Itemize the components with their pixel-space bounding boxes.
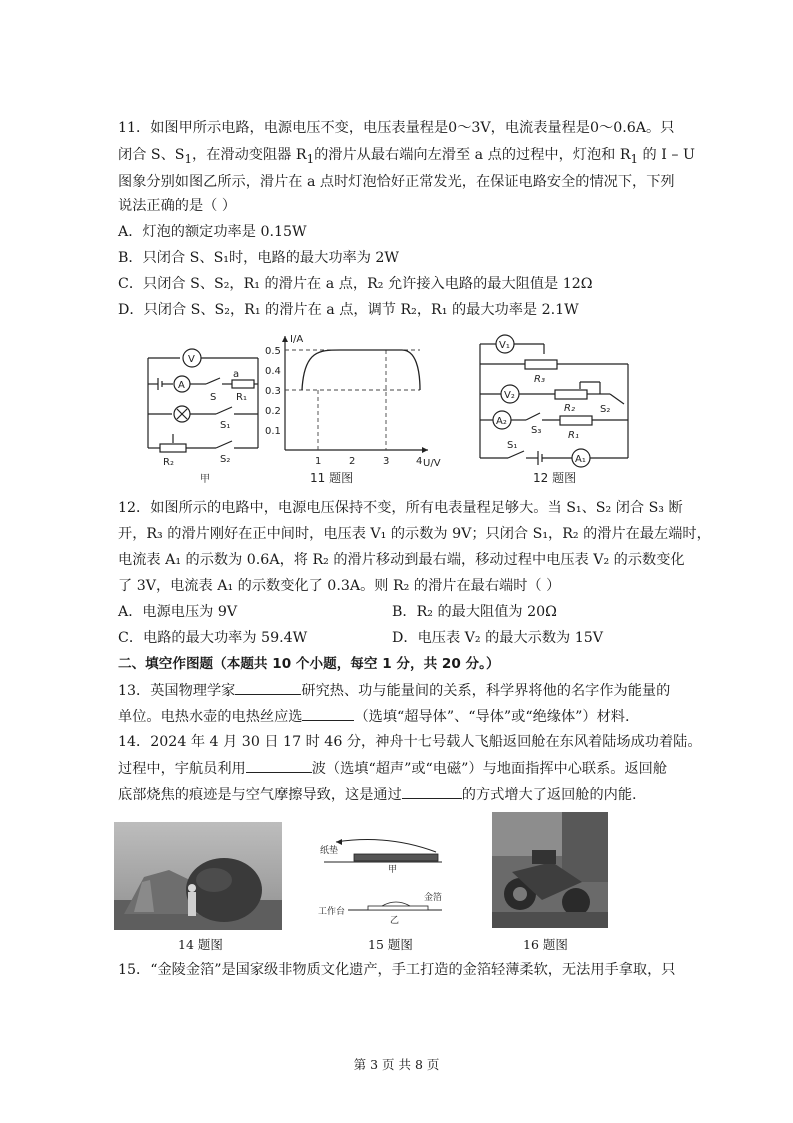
q13-line2-b: （选填“超导体”、“导体”或“绝缘体”）材料. bbox=[354, 709, 630, 725]
q13-line1 bbox=[118, 680, 670, 701]
q12-line3: 电流表 A₁ 的示数为 0.6A，将 R₂ 的滑片移动到最右端，移动过程中电压表 V₂ 的示数变化 bbox=[118, 552, 685, 568]
caption-14: 14 题图 bbox=[178, 937, 223, 952]
label-s1: S₁ bbox=[220, 420, 231, 431]
label-a-point: a bbox=[233, 369, 240, 380]
label-jinbo: 金箔 bbox=[424, 893, 443, 903]
label-r1: R₁ bbox=[236, 392, 247, 403]
label-v2: V₂ bbox=[504, 390, 515, 401]
q13-blank-2[interactable] bbox=[302, 706, 354, 721]
q14-line2-a: 过程中，宇航员利用 bbox=[118, 761, 246, 777]
q14-line3 bbox=[118, 784, 637, 805]
caption-15: 15 题图 bbox=[368, 937, 413, 952]
q15-line1: 15．“金陵金箔”是国家级非物质文化遗产，手工打造的金箔轻薄柔软，无法用手拿取，只 bbox=[118, 962, 676, 978]
label-yi-15: 乙 bbox=[390, 916, 400, 926]
label-s: S bbox=[210, 392, 217, 403]
q12-line4: 了 3V，电流表 A₁ 的示数变化了 0.3A。则 R₂ 的滑片在最右端时（ ） bbox=[118, 578, 561, 594]
q12-option-c: C．电路的最大功率为 59.4W bbox=[118, 630, 308, 646]
iu-curve bbox=[302, 350, 420, 390]
q13-line1-a: 13．英国物理学家 bbox=[118, 683, 236, 699]
figures-11-12 bbox=[140, 330, 680, 488]
q11-line4: 说法正确的是（ ） bbox=[118, 198, 237, 214]
xtick-0: 1 bbox=[315, 456, 322, 467]
q13-line1-b: 研究热、功与能量间的关系，科学界将他的名字作为能量的 bbox=[301, 683, 671, 699]
q13-line2-a: 单位。电热水壶的电热丝应选 bbox=[118, 709, 303, 725]
circuit-12-labels bbox=[496, 340, 610, 485]
label-s3: S₃ bbox=[531, 425, 542, 436]
caption-11: 11 题图 bbox=[310, 471, 354, 485]
iu-graph bbox=[265, 334, 441, 485]
q11-line2-b: ，在滑动变阻器 R bbox=[192, 147, 307, 163]
circuit-12 bbox=[480, 335, 628, 467]
q12-line2: 开，R₃ 的滑片刚好在正中间时，电压表 V₁ 的示数为 9V；只闭合 S₁，R₂ 的滑片在最左端时， bbox=[118, 526, 711, 542]
label-a1: A₁ bbox=[575, 454, 586, 465]
q13-blank-1[interactable] bbox=[235, 680, 301, 695]
xtick-1: 2 bbox=[349, 456, 356, 467]
gold-foil-diagram bbox=[318, 836, 448, 928]
xtick-2: 3 bbox=[383, 456, 390, 467]
label-a: A bbox=[178, 380, 185, 391]
label-jia: 甲 bbox=[200, 474, 210, 485]
q11-option-d: D．只闭合 S、S₂，R₁ 的滑片在 a 点，调节 R₂，R₁ 的最大功率是 2.1W bbox=[118, 302, 579, 318]
label-v: V bbox=[188, 354, 195, 365]
graph-ylabel: I/A bbox=[290, 334, 304, 345]
label-zhidian: 纸垫 bbox=[320, 846, 339, 856]
ytick-4: 0.1 bbox=[265, 426, 281, 437]
scooter-photo bbox=[492, 812, 608, 928]
q12-option-d: D．电压表 V₂ 的最大示数为 15V bbox=[392, 630, 604, 646]
q11-option-a: A．灯泡的额定功率是 0.15W bbox=[118, 224, 307, 240]
q11-option-c: C．只闭合 S、S₂，R₁ 的滑片在 a 点，R₂ 允许接入电路的最大阻值是 12Ω bbox=[118, 276, 593, 292]
label-r2: R₂ bbox=[163, 457, 174, 468]
label-a2: A₂ bbox=[496, 416, 507, 427]
capsule-photo bbox=[114, 822, 282, 930]
label-v1: V₁ bbox=[499, 340, 510, 351]
q11-line2: 闭合 S、$S_1$，在滑动变阻器 $R_1$的滑片从最右端向左滑至 a 点的过程中，灯泡和 $R_1$ 的 I – U bbox=[118, 147, 695, 166]
xtick-3: 4 bbox=[416, 456, 423, 467]
q14-line2-b: 波（选填“超声”或“电磁”）与地面指挥中心联系。返回舱 bbox=[311, 761, 668, 777]
q12-line1: 12．如图所示的电路中，电源电压保持不变，所有电表量程足够大。当 S₁、S₂ 闭合 S₃ 断 bbox=[118, 500, 683, 516]
q11-line2-c: 的滑片从最右端向左滑至 a 点的过程中，灯泡和 R bbox=[314, 147, 631, 163]
label-r1: R₁ bbox=[568, 430, 579, 441]
q14-line1: 14．2024 年 4 月 30 日 17 时 46 分，神舟十七号载人飞船返回舱在东风着陆场成功着陆。 bbox=[118, 734, 702, 750]
ytick-2: 0.3 bbox=[265, 386, 281, 397]
q11-option-b: B．只闭合 S、S₁时，电路的最大功率为 2W bbox=[118, 250, 399, 266]
label-s2: S₂ bbox=[220, 454, 231, 465]
q11-line2-d: 的 I – U bbox=[638, 147, 695, 163]
label-r3: R₃ bbox=[534, 374, 545, 385]
label-s1: S₁ bbox=[507, 440, 518, 451]
ytick-0: 0.5 bbox=[265, 346, 281, 357]
label-s2: S₂ bbox=[600, 404, 611, 415]
ytick-3: 0.2 bbox=[265, 406, 281, 417]
q12-option-a: A．电源电压为 9V bbox=[118, 604, 238, 620]
caption-12: 12 题图 bbox=[533, 471, 577, 485]
q11-line1: 11．如图甲所示电路，电源电压不变，电压表量程是0～3V，电流表量程是0～0.6A。只 bbox=[118, 120, 675, 136]
q14-line3-b: 的方式增大了返回舱的内能. bbox=[461, 787, 637, 803]
page-footer: 第 3 页 共 8 页 bbox=[353, 1057, 440, 1072]
q12-option-b: B．R₂ 的最大阻值为 20Ω bbox=[392, 604, 557, 620]
q11-line3: 图象分别如图乙所示，滑片在 a 点时灯泡恰好正常发光，在保证电路安全的情况下，下列 bbox=[118, 174, 675, 190]
caption-16: 16 题图 bbox=[523, 937, 568, 952]
q14-line2 bbox=[118, 758, 667, 779]
q14-blank-1[interactable] bbox=[246, 758, 312, 773]
label-r2: R₂ bbox=[564, 403, 575, 414]
q11-line2-a: 闭合 S、S bbox=[118, 147, 185, 163]
q13-line2 bbox=[118, 706, 629, 727]
ytick-1: 0.4 bbox=[265, 366, 281, 377]
graph-xlabel: U/V bbox=[423, 458, 441, 469]
q14-line3-a: 底部烧焦的痕迹是与空气摩擦导致，这是通过 bbox=[118, 787, 402, 803]
section-2-heading: 二、填空作图题（本题共 10 个小题，每空 1 分，共 20 分。） bbox=[118, 656, 500, 672]
label-gongzuotai: 工作台 bbox=[318, 907, 346, 917]
label-jia-15: 甲 bbox=[388, 865, 398, 875]
q14-blank-2[interactable] bbox=[402, 784, 462, 799]
